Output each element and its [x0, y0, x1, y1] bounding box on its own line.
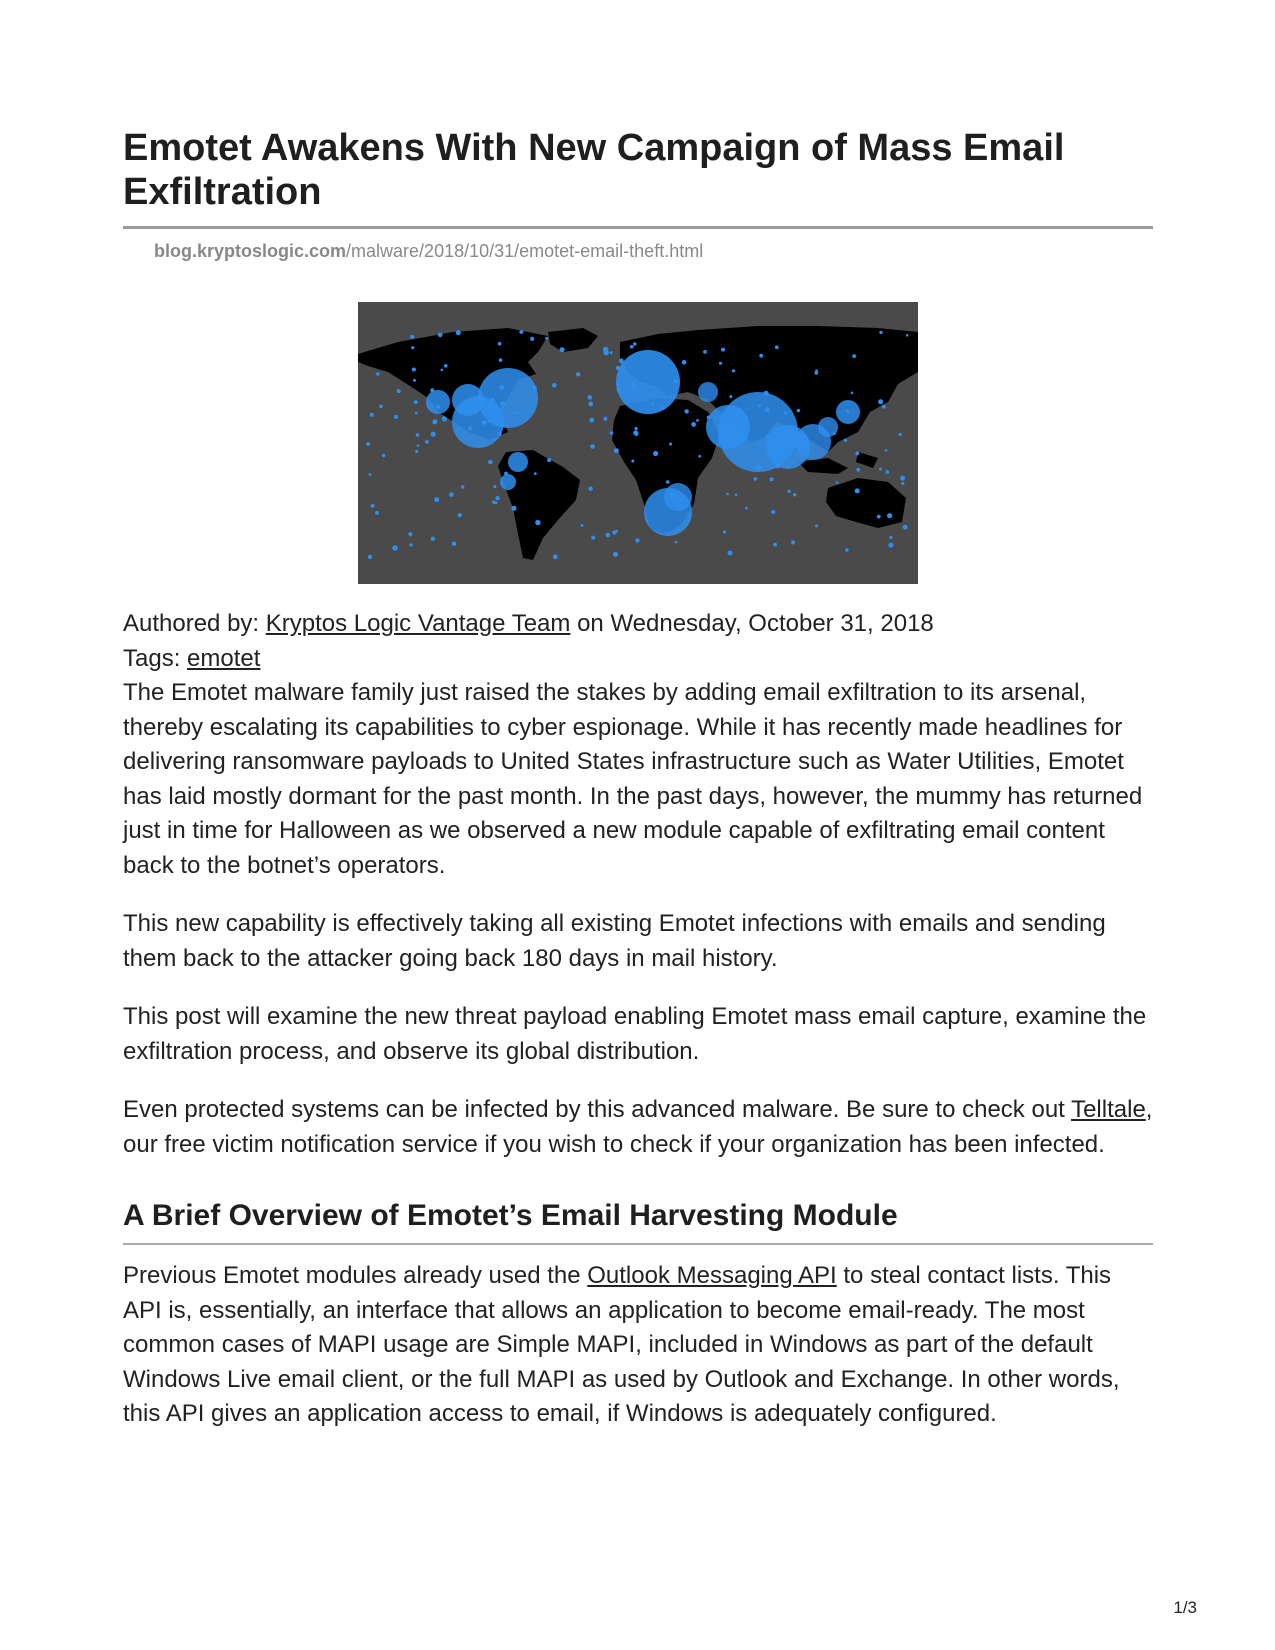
infection-dot-marker	[534, 472, 537, 475]
infection-dot-marker	[416, 433, 420, 437]
infection-dot-marker	[375, 511, 379, 515]
infection-dot-marker	[397, 389, 401, 393]
infection-dot-marker	[879, 468, 882, 471]
infection-dot-marker	[368, 555, 372, 559]
infection-dot-marker	[721, 348, 725, 352]
infection-dot-marker	[767, 451, 771, 455]
infection-dot-marker	[723, 530, 726, 533]
source-url[interactable]	[154, 241, 1153, 262]
infection-dot-marker	[410, 335, 414, 339]
infection-dot-marker	[770, 477, 774, 481]
infection-dot-marker	[675, 541, 678, 544]
infection-dot-marker	[499, 385, 504, 390]
infection-cluster-marker	[426, 390, 450, 414]
infection-dot-marker	[430, 388, 434, 392]
infection-cluster-marker	[452, 384, 484, 416]
tag-link-emotet[interactable]: emotet	[187, 645, 261, 672]
infection-dot-marker	[394, 415, 398, 419]
infection-dot-marker	[878, 399, 883, 404]
infection-dot-marker	[547, 458, 551, 462]
infection-dot-marker	[530, 337, 534, 341]
infection-dot-marker	[468, 426, 472, 430]
infection-dot-marker	[754, 477, 757, 480]
infection-dot-marker	[444, 364, 448, 368]
infection-dot-marker	[434, 497, 439, 502]
infection-dot-marker	[633, 342, 636, 345]
infection-dot-marker	[729, 412, 734, 417]
paragraph-capability: This new capability is effectively taking all existing Emotet infections with emails and sending them back to the attacker going back 180 days in mail history.	[123, 910, 1106, 972]
infection-dot-marker	[889, 536, 892, 539]
infection-dot-marker	[885, 449, 888, 452]
infection-cluster-marker	[500, 474, 516, 490]
infection-dot-marker	[698, 455, 701, 458]
infection-cluster-marker	[616, 350, 680, 414]
infection-dot-marker	[833, 432, 836, 435]
paragraph-text: Previous Emotet modules already used the	[123, 1262, 588, 1289]
infection-dot-marker	[856, 468, 860, 472]
world-map-figure	[358, 302, 918, 584]
infection-dot-marker	[493, 485, 496, 488]
infection-dot-marker	[366, 442, 370, 446]
infection-dot-marker	[589, 418, 594, 423]
page-title: Emotet Awakens With New Campaign of Mass Email Exfiltration	[123, 126, 1153, 229]
infection-dot-marker	[696, 419, 699, 422]
infection-dot-marker	[745, 507, 748, 510]
infection-dot-marker	[499, 358, 503, 362]
infection-dot-marker	[791, 540, 795, 544]
paragraph-intro: The Emotet malware family just raised the stakes by adding email exfiltration to its arsenal, thereby escalating its capabilities to cyber espionage. While it has recently made headlines for delivering ransomware payloads to United States infrastructure such as Water Utilities, Emotet has laid mostly dormant for the past month. In the past days, however, the mummy has returned just in time for Halloween as we observed a new module capable of exfiltrating email content back to the botnet’s operators.	[123, 679, 1143, 879]
infection-dot-marker	[903, 525, 908, 530]
infection-dot-marker	[877, 515, 881, 519]
paragraph-text: to steal contact lists. This API is, essentially, an interface that allows an application to become email-ready. The most common cases of MAPI usage are Simple MAPI, included in Windows as part of the default Windows Live email client, or the full MAPI as used by Outlook and Exchange. In other words, this API gives an application access to email, if Windows is adequately configured.	[123, 1262, 1120, 1427]
infection-dot-marker	[759, 354, 763, 358]
infection-dot-marker	[899, 433, 902, 436]
infection-dot-marker	[560, 347, 565, 352]
infection-dot-marker	[793, 493, 796, 496]
infection-dot-marker	[500, 401, 505, 406]
infection-dot-marker	[379, 405, 383, 409]
infection-dot-marker	[836, 481, 839, 484]
infection-dot-marker	[461, 485, 464, 488]
infection-dot-marker	[788, 490, 791, 493]
infection-dot-marker	[617, 387, 622, 392]
paragraph-text: , our free victim notification service if you wish to check if your organization has been infected.	[123, 1096, 1153, 1158]
infection-dot-marker	[441, 369, 444, 372]
infection-dot-marker	[616, 366, 620, 370]
infection-dot-marker	[619, 358, 624, 363]
infection-dot-marker	[815, 524, 818, 527]
infection-dot-marker	[662, 407, 665, 410]
infection-dot-marker	[886, 470, 890, 474]
infection-dot-marker	[724, 444, 727, 447]
infection-dot-marker	[606, 533, 611, 538]
infection-dot-marker	[756, 465, 761, 470]
infection-cluster-marker	[706, 405, 750, 449]
infection-dot-marker	[487, 420, 490, 423]
infection-dot-marker	[635, 427, 638, 430]
infection-dot-marker	[581, 524, 584, 527]
telltale-link[interactable]: Telltale	[1071, 1096, 1146, 1123]
infection-dot-marker	[815, 371, 819, 375]
infection-dot-marker	[376, 372, 379, 375]
infection-dot-marker	[844, 439, 847, 442]
infection-dot-marker	[652, 403, 655, 406]
infection-dot-marker	[635, 538, 639, 542]
infection-dot-marker	[771, 510, 775, 514]
infection-dot-marker	[533, 386, 537, 390]
infection-dot-marker	[490, 400, 494, 404]
infection-dot-marker	[392, 545, 397, 550]
infection-dot-marker	[495, 496, 499, 500]
infection-dot-marker	[610, 351, 613, 354]
paragraph-telltale	[123, 1093, 1153, 1162]
infection-cluster-marker	[698, 382, 718, 402]
infection-dot-marker	[438, 333, 443, 338]
infection-dot-marker	[436, 405, 440, 409]
page-number: 1/3	[1173, 1598, 1197, 1617]
infection-dot-marker	[631, 460, 634, 463]
infection-dot-marker	[408, 532, 412, 536]
infection-dot-marker	[458, 513, 462, 517]
infection-dot-marker	[501, 423, 505, 427]
infection-dot-marker	[449, 492, 454, 497]
infection-dot-marker	[615, 530, 618, 533]
infection-dot-marker	[603, 347, 608, 352]
infection-dot-marker	[428, 406, 431, 409]
infection-dot-marker	[498, 342, 502, 346]
infection-dot-marker	[669, 443, 672, 446]
infection-dot-marker	[415, 412, 418, 415]
infection-dot-marker	[703, 350, 707, 354]
infection-dot-marker	[591, 536, 595, 540]
infection-dot-marker	[729, 395, 732, 398]
infection-cluster-marker	[664, 483, 692, 511]
infection-dot-marker	[610, 431, 613, 434]
infection-dot-marker	[901, 482, 904, 485]
infection-dot-marker	[691, 422, 696, 427]
infection-dot-marker	[775, 464, 780, 469]
author-label: Authored by:	[123, 610, 266, 637]
outlook-messaging-api-link[interactable]: Outlook Messaging API	[587, 1262, 837, 1289]
infection-dot-marker	[632, 383, 636, 387]
infection-dot-marker	[452, 542, 456, 546]
infection-dot-marker	[370, 413, 374, 417]
infection-dot-marker	[414, 400, 418, 404]
infection-dot-marker	[456, 330, 461, 335]
infection-dot-marker	[846, 410, 849, 413]
infection-dot-marker	[906, 334, 909, 337]
infection-dot-marker	[498, 432, 502, 436]
infection-dot-marker	[590, 444, 595, 449]
infection-dot-marker	[371, 504, 375, 508]
infection-dot-marker	[630, 345, 634, 349]
infection-dot-marker	[587, 395, 592, 400]
paragraph-overview: This post will examine the new threat payload enabling Emotet mass email capture, examine the exfiltration process, and observe its global distribution.	[123, 1003, 1147, 1065]
infection-dot-marker	[784, 411, 788, 415]
infection-dot-marker	[425, 440, 429, 444]
infection-dot-marker	[614, 448, 619, 453]
infection-dot-marker	[766, 435, 770, 439]
infection-dot-marker	[634, 432, 638, 436]
infection-dot-marker	[512, 506, 517, 511]
infection-dot-marker	[553, 554, 558, 559]
paragraph-mapi	[123, 1259, 1153, 1432]
infection-dot-marker	[492, 501, 495, 504]
infection-dot-marker	[412, 368, 416, 372]
infection-dot-marker	[670, 492, 675, 497]
infection-dot-marker	[369, 473, 372, 476]
infection-dot-marker	[666, 480, 670, 484]
infection-dot-marker	[545, 337, 548, 340]
infection-dot-marker	[431, 537, 435, 541]
infection-dot-marker	[852, 354, 856, 358]
article	[123, 126, 1153, 1432]
infection-dot-marker	[732, 369, 735, 372]
infection-dot-marker	[851, 392, 854, 395]
infection-dot-marker	[519, 330, 523, 334]
infection-dot-marker	[415, 450, 418, 453]
infection-dot-marker	[382, 454, 385, 457]
infection-dot-marker	[845, 548, 849, 552]
infection-dot-marker	[855, 452, 859, 456]
tags-line	[123, 641, 1153, 676]
infection-dot-marker	[707, 416, 710, 419]
infection-dot-marker	[726, 493, 729, 496]
infection-dot-marker	[515, 411, 518, 414]
infection-dot-marker	[758, 404, 761, 407]
infection-dot-marker	[482, 420, 487, 425]
infection-dot-marker	[855, 488, 860, 493]
infection-dot-marker	[764, 391, 769, 396]
article-meta	[123, 606, 1153, 676]
infection-dot-marker	[728, 551, 733, 556]
infection-dot-marker	[413, 379, 416, 382]
infection-dot-marker	[432, 419, 437, 424]
infection-dot-marker	[417, 445, 420, 448]
infection-dot-marker	[900, 476, 905, 481]
infection-dot-marker	[673, 379, 677, 383]
infection-dot-marker	[552, 383, 557, 388]
infection-dot-marker	[653, 451, 658, 456]
infection-dot-marker	[764, 407, 769, 412]
infection-dot-marker	[682, 360, 687, 365]
infection-dot-marker	[588, 402, 593, 407]
section-heading: A Brief Overview of Emotet’s Email Harvesting Module	[123, 1197, 1153, 1245]
infection-dot-marker	[879, 331, 882, 334]
infection-dot-marker	[735, 493, 738, 496]
infection-dot-marker	[535, 520, 540, 525]
infection-dot-marker	[887, 513, 892, 518]
infection-dot-marker	[882, 405, 886, 409]
publish-date: on Wednesday, October 31, 2018	[570, 610, 934, 637]
infection-dot-marker	[888, 543, 893, 548]
infection-dot-marker	[411, 346, 414, 349]
infection-dot-marker	[797, 409, 801, 413]
infection-dot-marker	[773, 543, 777, 547]
infection-dot-marker	[488, 460, 492, 464]
infection-dot-marker	[504, 472, 508, 476]
tags-label: Tags:	[123, 645, 188, 672]
paragraph-text: Even protected systems can be infected by this advanced malware. Be sure to check out	[123, 1096, 1072, 1123]
infection-dot-marker	[576, 372, 580, 376]
source-domain: blog.kryptoslogic.com	[154, 241, 347, 261]
source-path: /malware/2018/10/31/emotet-email-theft.html	[346, 241, 704, 261]
infection-cluster-marker	[508, 452, 528, 472]
infection-dot-marker	[409, 543, 412, 546]
infection-dot-marker	[431, 432, 436, 437]
author-link[interactable]: Kryptos Logic Vantage Team	[265, 610, 571, 637]
author-line	[123, 606, 1153, 641]
infection-dot-marker	[603, 417, 607, 421]
infection-dot-marker	[613, 552, 618, 557]
infection-dot-marker	[685, 409, 689, 413]
infection-dot-marker	[775, 345, 779, 349]
infection-dot-marker	[719, 362, 722, 365]
infection-dot-marker	[442, 416, 447, 421]
infection-dot-marker	[588, 486, 592, 490]
